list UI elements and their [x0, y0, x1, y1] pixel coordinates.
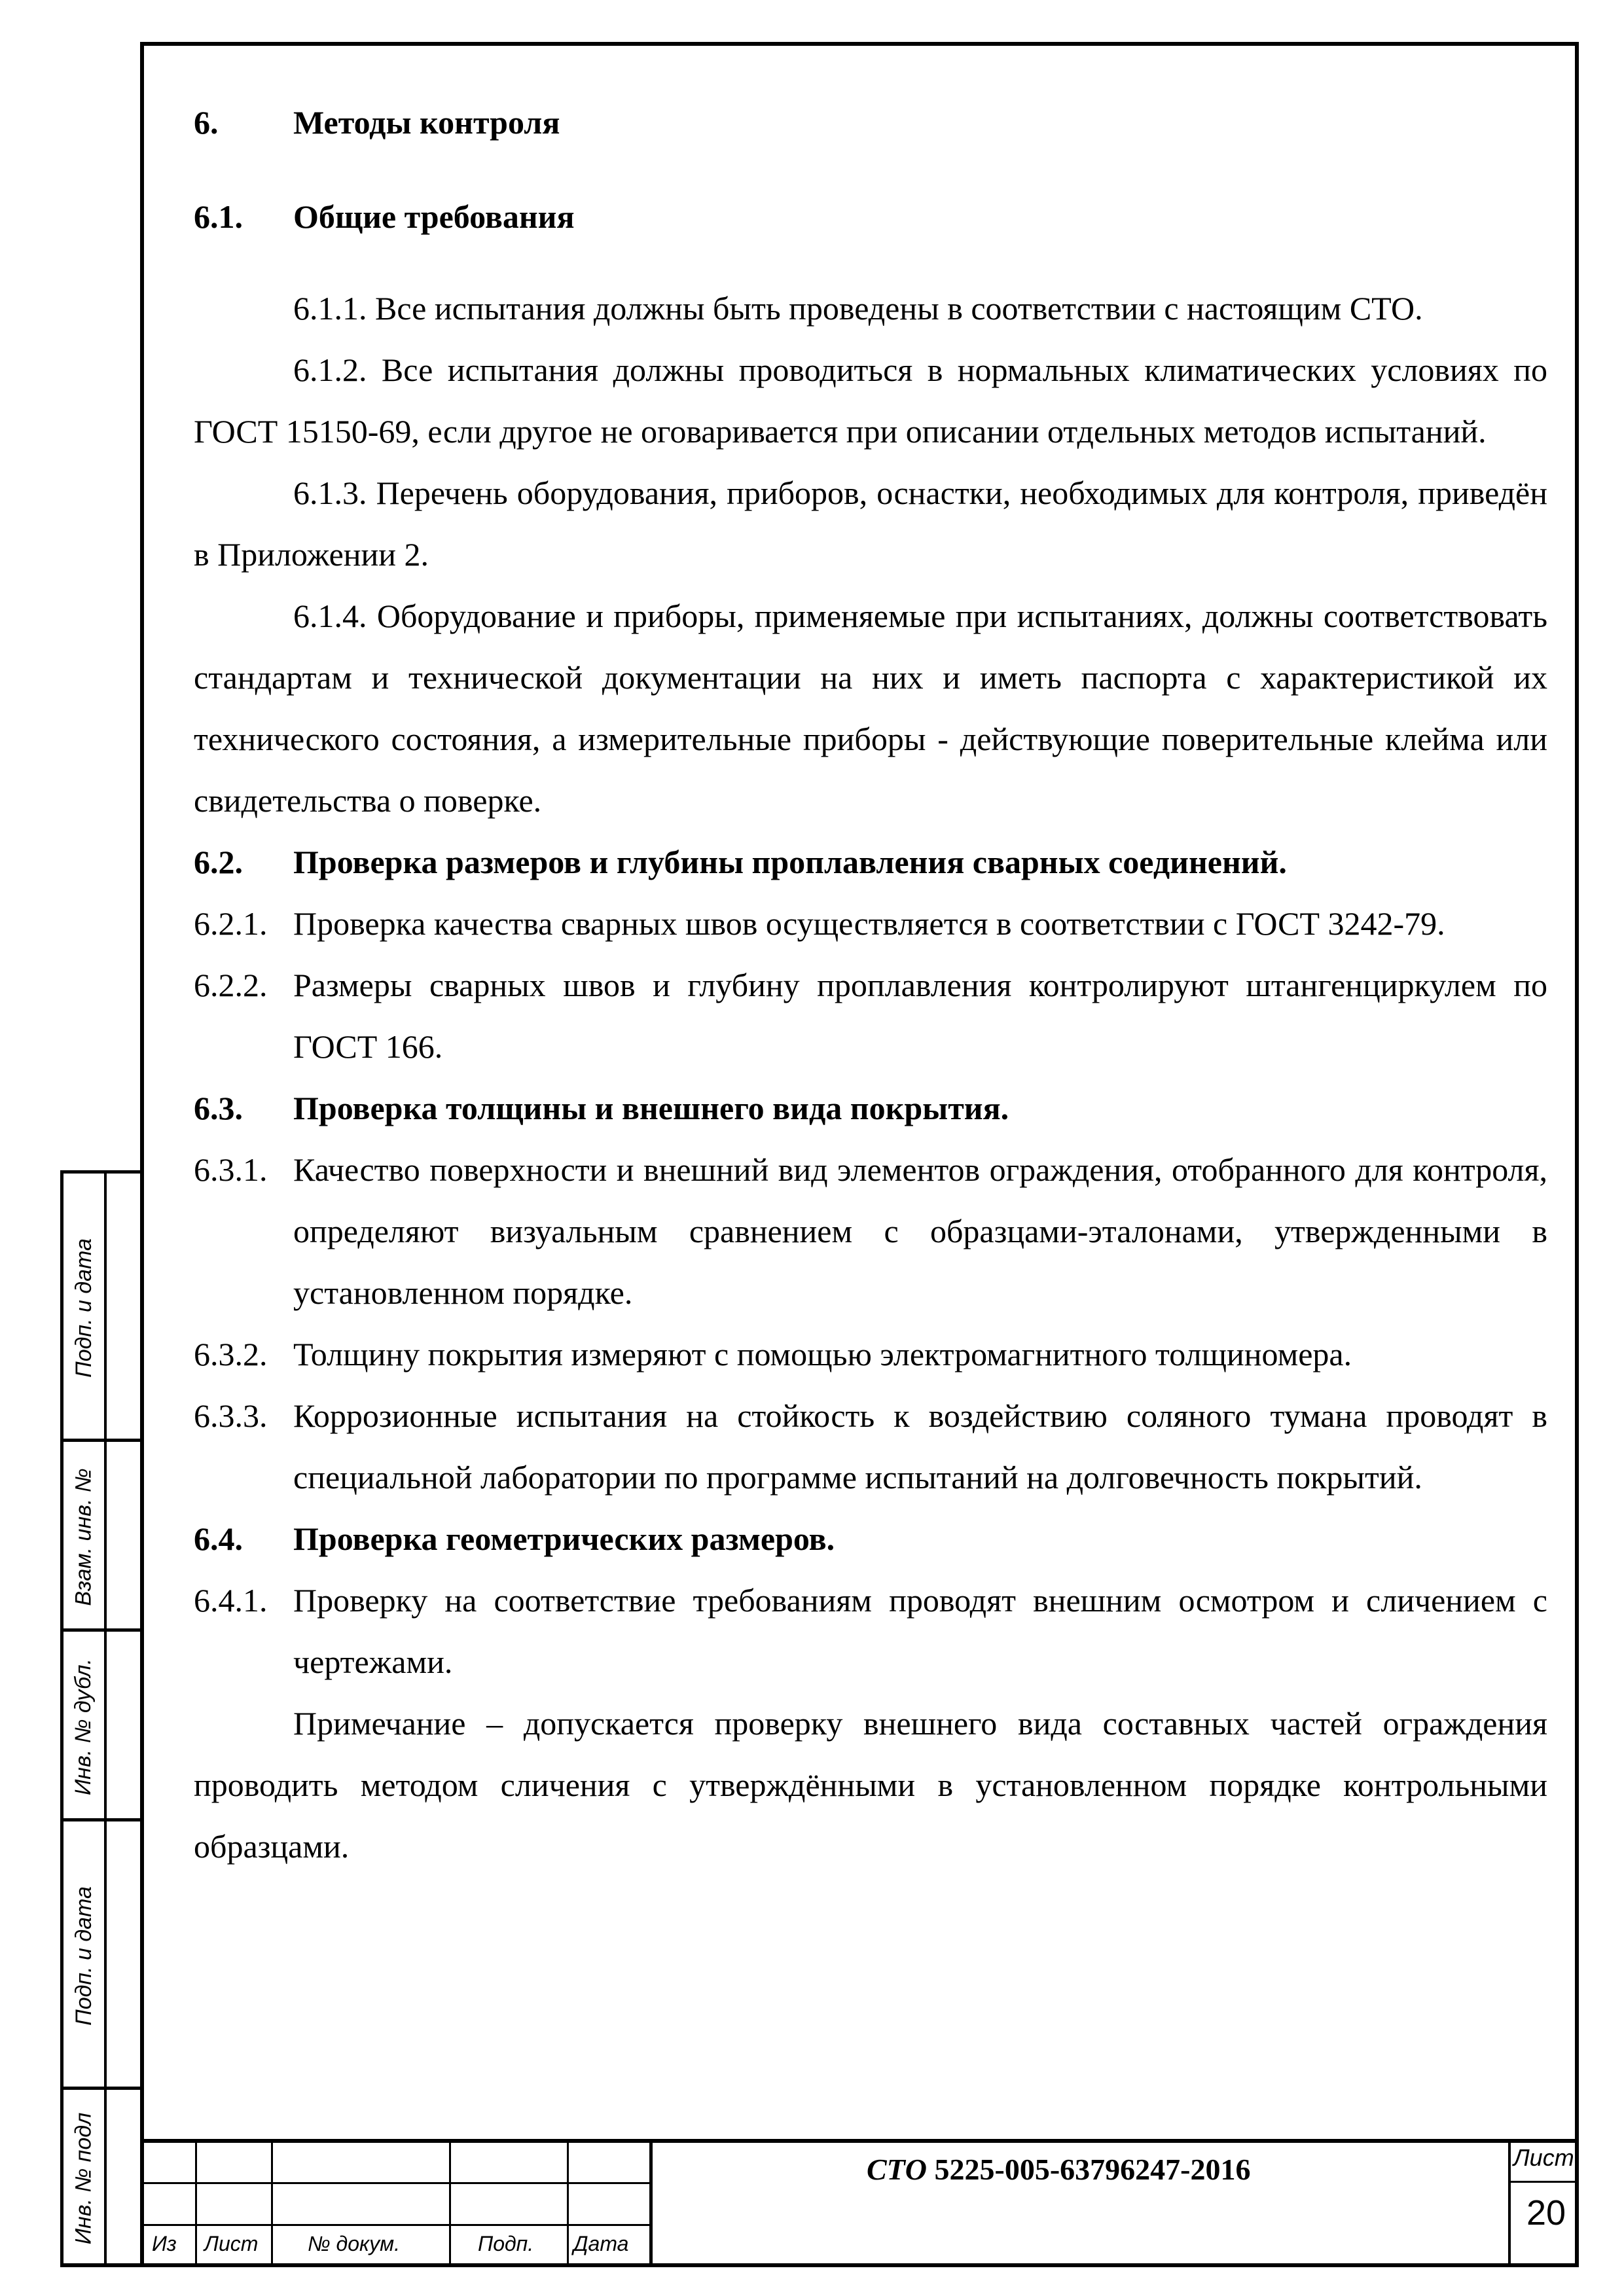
title-block-top-line	[140, 2139, 1579, 2143]
note-paragraph: Примечание – допускается проверку внешнего вида составных частей ограждения проводить методом сличения с утверждёнными в установленном порядке контрольными образцами.	[194, 1705, 1547, 1865]
sheet-number: 20	[1526, 2193, 1566, 2233]
paragraph-6-1-1: 6.1.1. Все испытания должны быть проведены в соответствии с настоящим СТО.	[293, 290, 1423, 327]
label-izm: Из	[152, 2232, 177, 2255]
side-stamp-label: Инв. № дубл.	[71, 1658, 96, 1795]
side-stamp-label: Взам. инв. №	[71, 1467, 96, 1606]
paragraph-6-1-4: 6.1.4. Оборудование и приборы, применяемые при испытаниях, должны соответствовать стандартам и технической документации на них и иметь паспорта с характеристикой их технического состояния, а измерительные приборы - действующие поверительные клейма или свидетельства о поверке.	[194, 598, 1547, 819]
section-6-3-heading: 6.3. Проверка толщины и внешнего вида покрытия.	[194, 1090, 1009, 1126]
side-stamp-cell	[63, 1442, 140, 1632]
document-body	[194, 92, 1547, 1877]
title-block-col-line	[649, 2139, 653, 2267]
section-6-1-heading: 6.1. Общие требования	[194, 198, 575, 235]
title-block-col-line	[271, 2139, 273, 2267]
item-6-3-3: 6.3.3. Коррозионные испытания на стойкость к воздействию соляного тумана проводят в специальной лаборатории по программе испытаний на долговечность покрытий.	[194, 1397, 1547, 1496]
title-block	[140, 2139, 1579, 2267]
side-stamp-cell	[63, 1821, 140, 2090]
section-6-heading: 6. Методы контроля	[194, 104, 560, 141]
label-list: Лист	[204, 2232, 259, 2255]
side-stamp-cell	[63, 1632, 140, 1821]
label-doc-number: № докум.	[308, 2232, 400, 2255]
item-6-2-1: 6.2.1. Проверка качества сварных швов осуществляется в соответствии с ГОСТ 3242-79.	[194, 905, 1445, 942]
paragraph-6-1-2: 6.1.2. Все испытания должны проводиться в нормальных климатических условиях по ГОСТ 15150-69, если другое не оговаривается при описании отдельных методов испытаний.	[194, 351, 1547, 450]
paragraph-6-1-3: 6.1.3. Перечень оборудования, приборов, оснастки, необходимых для контроля, приведён в Приложении 2.	[194, 475, 1547, 573]
side-stamp-cell	[63, 1174, 140, 1442]
document-designation: СТО 5225-005-63796247-2016	[867, 2153, 1251, 2186]
label-date: Дата	[573, 2232, 629, 2255]
title-block-col-line	[567, 2139, 569, 2267]
sheet-col-line	[1508, 2139, 1511, 2267]
item-6-3-1: 6.3.1. Качество поверхности и внешний вид элементов ограждения, отобранного для контроля, определяют визуальным сравнением с образцами-эталонами, утвержденными в установленном порядке.	[194, 1151, 1547, 1311]
sheet-label: Лист	[1513, 2144, 1574, 2171]
side-stamp-label: Инв. № подл	[71, 2112, 96, 2244]
side-stamp	[60, 1170, 140, 2267]
item-6-4-1: 6.4.1. Проверку на соответствие требованиям проводят внешним осмотром и сличением с чертежами.	[194, 1582, 1547, 1680]
side-stamp-cell	[63, 2090, 140, 2267]
side-stamp-label: Подп. и дата	[71, 1886, 96, 2026]
title-block-row-line	[140, 2224, 651, 2226]
title-block-row-line	[140, 2182, 651, 2184]
label-signature: Подп.	[478, 2232, 534, 2255]
item-6-3-2: 6.3.2. Толщину покрытия измеряют с помощью электромагнитного толщиномера.	[194, 1336, 1352, 1372]
section-6-2-heading: 6.2. Проверка размеров и глубины проплавления сварных соединений.	[194, 844, 1287, 880]
item-6-2-2: 6.2.2. Размеры сварных швов и глубину проплавления контролируют штангенциркулем по ГОСТ 166.	[194, 967, 1547, 1065]
title-block-col-line	[449, 2139, 451, 2267]
section-6-4-heading: 6.4. Проверка геометрических размеров.	[194, 1520, 835, 1557]
title-block-col-line	[195, 2139, 197, 2267]
side-stamp-label: Подп. и дата	[71, 1238, 96, 1378]
sheet-row-line	[1508, 2181, 1579, 2183]
